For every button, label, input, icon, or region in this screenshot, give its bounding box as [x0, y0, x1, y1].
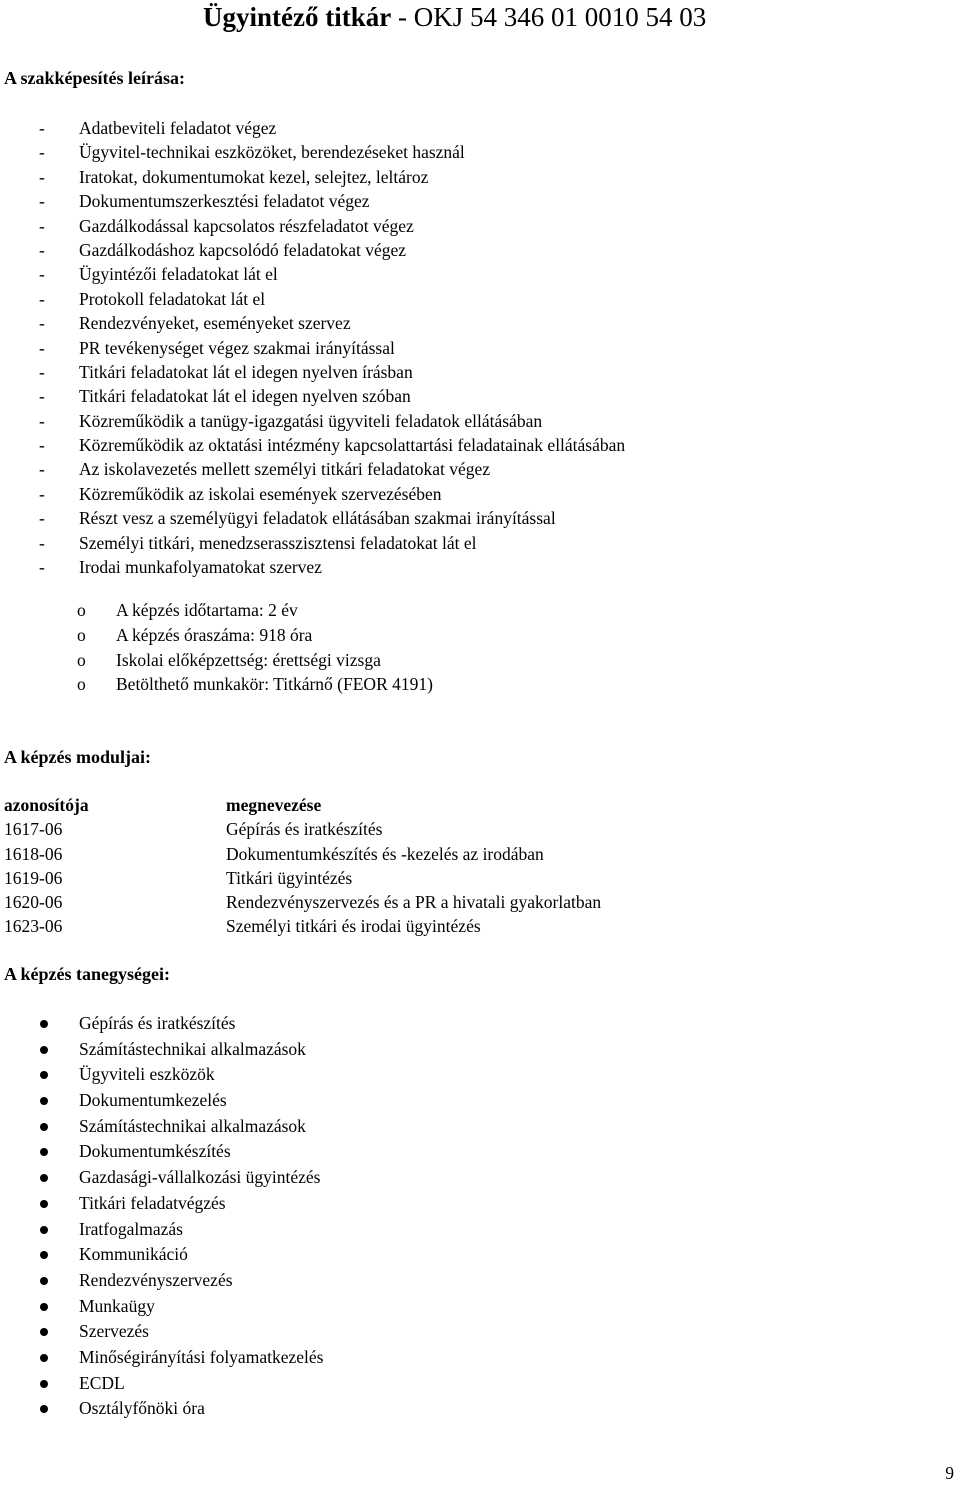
list-item-text: Munkaügy: [79, 1295, 155, 1316]
module-id: 1618-06: [4, 843, 63, 864]
dash-marker: -: [39, 313, 45, 334]
dash-marker: -: [39, 288, 45, 309]
modules-table: [4, 793, 904, 939]
dash-marker: -: [39, 361, 45, 382]
dash-marker: -: [39, 459, 45, 480]
list-item-text: Dokumentumkészítés: [79, 1141, 231, 1162]
dash-marker: -: [39, 386, 45, 407]
list-item-text: Szervezés: [79, 1321, 149, 1342]
list-item-text: Gépírás és iratkészítés: [79, 1013, 236, 1033]
dash-marker: -: [39, 508, 45, 529]
list-item-text: Kommunikáció: [79, 1244, 188, 1265]
bullet-icon: [40, 1226, 48, 1234]
bullet-icon: [40, 1123, 48, 1131]
table-row: [4, 817, 904, 841]
bullet-icon: [40, 1328, 48, 1336]
page-number: 9: [945, 1463, 954, 1483]
page-title: [203, 2, 706, 33]
list-item-text: Titkári feladatokat lát el idegen nyelven szóban: [79, 386, 411, 407]
list-item-text: Közreműködik az iskolai események szervezésében: [79, 483, 442, 504]
list-item-text: Közreműködik a tanügy-igazgatási ügyviteli feladatok ellátásában: [79, 410, 543, 431]
list-item-text: Rendezvényeket, eseményeket szervez: [79, 313, 351, 334]
table-row: [4, 890, 904, 914]
list-item-text: Dokumentumszerkesztési feladatot végez: [79, 191, 370, 212]
circle-marker: o: [77, 649, 86, 670]
module-id: 1617-06: [4, 819, 63, 840]
module-id: 1623-06: [4, 916, 63, 937]
list-item-text: Iskolai előképzettség: érettségi vizsga: [116, 649, 381, 670]
list-item-text: Titkári feladatvégzés: [79, 1192, 226, 1213]
list-item-text: A képzés óraszáma: 918 óra: [116, 624, 313, 645]
list-item-text: A képzés időtartama: 2 év: [116, 600, 298, 620]
list-item-text: Titkári feladatokat lát el idegen nyelven írásban: [79, 361, 413, 382]
bullet-icon: [40, 1251, 48, 1259]
units-heading: A képzés tanegységei:: [4, 964, 170, 984]
list-item-text: Számítástechnikai alkalmazások: [79, 1038, 306, 1059]
modules-table-header: [4, 793, 904, 817]
circle-marker: o: [77, 624, 86, 645]
bullet-icon: [40, 1020, 48, 1028]
dash-marker: -: [39, 483, 45, 504]
dash-marker: -: [39, 191, 45, 212]
module-name: Titkári ügyintézés: [226, 867, 353, 888]
dash-marker: -: [39, 118, 45, 138]
list-item-text: Protokoll feladatokat lát el: [79, 288, 266, 309]
module-name: Dokumentumkészítés és -kezelés az irodában: [226, 843, 544, 864]
list-item-text: Gazdálkodáshoz kapcsolódó feladatokat végez: [79, 239, 407, 260]
bullet-icon: [40, 1405, 48, 1413]
dash-marker: -: [39, 435, 45, 456]
list-item-text: Minőségirányítási folyamatkezelés: [79, 1346, 324, 1367]
module-id: 1620-06: [4, 892, 63, 913]
title-code: - OKJ 54 346 01 0010 54 03: [391, 2, 707, 32]
list-item-text: Betölthető munkakör: Titkárnő (FEOR 4191): [116, 674, 433, 695]
dash-marker: -: [39, 215, 45, 236]
modules-heading: A képzés moduljai:: [4, 747, 152, 767]
dash-marker: -: [39, 337, 45, 358]
list-item-text: Személyi titkári, menedzserasszisztensi feladatokat lát el: [79, 532, 477, 553]
dash-marker: -: [39, 166, 45, 187]
bullet-icon: [40, 1174, 48, 1182]
table-row: [4, 866, 904, 890]
list-item-text: Ügyintézői feladatokat lát el: [79, 264, 278, 285]
title-name: Ügyintéző titkár: [203, 2, 392, 32]
module-name: Személyi titkári és irodai ügyintézés: [226, 916, 481, 937]
bullet-icon: [40, 1303, 48, 1311]
dash-marker: -: [39, 142, 45, 163]
bullet-icon: [40, 1200, 48, 1208]
description-heading: A szakképesítés leírása:: [4, 68, 185, 88]
list-item-text: Ügyvitel-technikai eszközöket, berendezéseket használ: [79, 142, 465, 163]
list-item-text: Ügyviteli eszközök: [79, 1064, 215, 1085]
list-item-text: ECDL: [79, 1372, 125, 1393]
list-item-text: PR tevékenységet végez szakmai irányítással: [79, 337, 395, 358]
module-name: Gépírás és iratkészítés: [226, 819, 383, 840]
bullet-icon: [40, 1354, 48, 1362]
dash-marker: -: [39, 264, 45, 285]
bullet-icon: [40, 1148, 48, 1156]
column-header-name: megnevezése: [226, 795, 322, 815]
list-item-text: Gazdálkodással kapcsolatos részfeladatot végez: [79, 215, 414, 236]
list-item-text: Rendezvényszervezés: [79, 1269, 233, 1290]
list-item-text: Gazdasági-vállalkozási ügyintézés: [79, 1167, 321, 1188]
circle-marker: o: [77, 600, 86, 620]
module-id: 1619-06: [4, 867, 63, 888]
module-name: Rendezvényszervezés és a PR a hivatali gyakorlatban: [226, 892, 602, 913]
bullet-icon: [40, 1097, 48, 1105]
bullet-icon: [40, 1277, 48, 1285]
table-row: [4, 914, 904, 938]
list-item-text: Az iskolavezetés mellett személyi titkári feladatokat végez: [79, 459, 491, 480]
dash-marker: -: [39, 532, 45, 553]
table-row: [4, 842, 904, 866]
bullet-icon: [40, 1380, 48, 1388]
list-item-text: Közreműködik az oktatási intézmény kapcsolattartási feladatainak ellátásában: [79, 435, 626, 456]
list-item-text: Iratokat, dokumentumokat kezel, selejtez, leltároz: [79, 166, 429, 187]
bullet-icon: [40, 1071, 48, 1079]
column-header-id: azonosítója: [4, 795, 89, 815]
list-item-text: Osztályfőnöki óra: [79, 1398, 205, 1419]
list-item-text: Iratfogalmazás: [79, 1218, 183, 1239]
circle-marker: o: [77, 674, 86, 695]
bullet-icon: [40, 1046, 48, 1054]
dash-marker: -: [39, 410, 45, 431]
dash-marker: -: [39, 557, 45, 578]
list-item-text: Dokumentumkezelés: [79, 1090, 227, 1111]
dash-marker: -: [39, 239, 45, 260]
list-item-text: Irodai munkafolyamatokat szervez: [79, 557, 322, 578]
list-item-text: Számítástechnikai alkalmazások: [79, 1115, 306, 1136]
list-item-text: Adatbeviteli feladatot végez: [79, 118, 277, 138]
list-item-text: Részt vesz a személyügyi feladatok ellátásában szakmai irányítással: [79, 508, 556, 529]
